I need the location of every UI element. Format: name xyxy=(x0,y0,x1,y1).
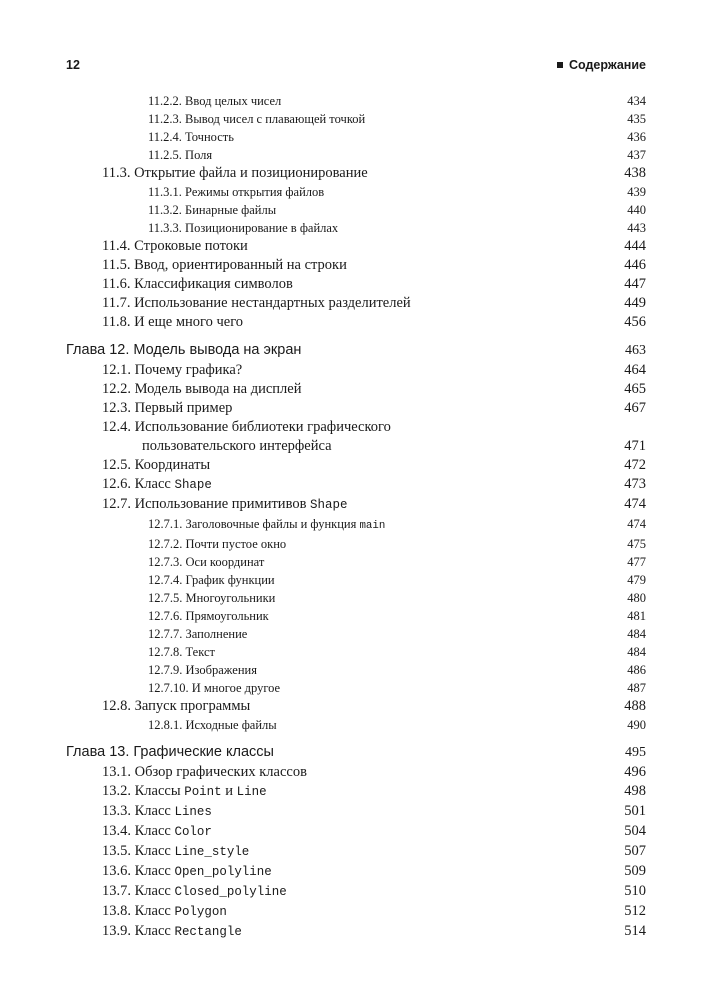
toc-entry[interactable] xyxy=(66,128,646,146)
toc-entry[interactable] xyxy=(66,515,646,535)
title-text: 11.3.1. Режимы открытия файлов xyxy=(148,185,325,199)
title-text: 12.7.3. Оси координат xyxy=(148,555,265,569)
toc-entry-title xyxy=(148,589,275,607)
toc-entry[interactable] xyxy=(66,437,646,456)
toc-page-number: 472 xyxy=(624,457,646,473)
code-term: Color xyxy=(174,825,212,839)
code-term: Polygon xyxy=(174,905,227,919)
page-number: 12 xyxy=(66,58,80,72)
title-text: 11.2.3. Вывод чисел с плавающей точкой xyxy=(148,112,366,126)
toc-page-number: 481 xyxy=(627,609,646,623)
toc-entry-title xyxy=(102,763,307,782)
toc-page-number: 484 xyxy=(627,645,646,659)
toc-entry-title xyxy=(148,571,275,589)
toc-entry[interactable] xyxy=(66,237,646,256)
toc-entry-title xyxy=(102,294,411,313)
toc-entry-title xyxy=(102,380,301,399)
toc-entry[interactable] xyxy=(66,661,646,679)
toc-entry-title xyxy=(148,201,276,219)
toc-entry-title xyxy=(102,842,249,862)
page-header xyxy=(66,58,646,78)
title-text: 12.5. Координаты xyxy=(102,457,211,473)
code-term: Line_style xyxy=(174,845,250,859)
toc-entry[interactable] xyxy=(66,380,646,399)
toc-entry-title xyxy=(148,553,264,571)
toc-entry-title xyxy=(148,183,324,201)
toc-page-number: 437 xyxy=(627,148,646,162)
title-text: 11.5. Ввод, ориентированный на строки xyxy=(102,257,347,273)
title-text: 13.5. Класс xyxy=(102,843,175,859)
toc-entry[interactable] xyxy=(66,110,646,128)
toc-page-number: 444 xyxy=(624,238,646,254)
toc-entry-title xyxy=(148,146,212,164)
toc-entry-title xyxy=(142,437,332,456)
toc-page-number: 474 xyxy=(624,496,646,512)
toc-entry-title xyxy=(148,607,269,625)
title-text: Глава 12. Модель вывода на экран xyxy=(66,342,302,358)
title-text: 12.2. Модель вывода на дисплей xyxy=(102,381,302,397)
section-gap xyxy=(66,332,646,340)
title-text: и xyxy=(221,783,237,799)
toc-entry-title xyxy=(102,697,250,716)
toc-entry-title xyxy=(102,475,212,495)
toc-page-number: 439 xyxy=(627,185,646,199)
toc-entry-title xyxy=(102,862,272,882)
toc-page-number: 487 xyxy=(627,681,646,695)
toc-page-number: 465 xyxy=(624,381,646,397)
toc-chapter-entry[interactable] xyxy=(66,340,646,361)
toc-page-number: 449 xyxy=(624,295,646,311)
toc-entry[interactable] xyxy=(66,882,646,902)
title-text: 12.7.7. Заполнение xyxy=(148,627,248,641)
toc-entry[interactable] xyxy=(66,456,646,475)
toc-page-number: 498 xyxy=(624,783,646,799)
code-term: main xyxy=(359,520,386,532)
title-text: 13.8. Класс xyxy=(102,903,175,919)
title-text: 12.4. Использование библиотеки графического xyxy=(102,419,391,435)
toc-entry[interactable] xyxy=(66,571,646,589)
title-text: 11.3.2. Бинарные файлы xyxy=(148,203,277,217)
toc-entry-title xyxy=(102,399,232,418)
title-text: 13.7. Класс xyxy=(102,883,175,899)
title-text: 13.4. Класс xyxy=(102,823,175,839)
toc-entry[interactable] xyxy=(66,782,646,802)
toc-page-number: 443 xyxy=(627,221,646,235)
toc-entry[interactable] xyxy=(66,802,646,822)
table-of-contents xyxy=(66,92,646,942)
toc-page-number: 456 xyxy=(624,314,646,330)
toc-entry-title xyxy=(148,515,385,535)
title-text: 12.7. Использование примитивов xyxy=(102,496,311,512)
toc-page-number: 467 xyxy=(624,400,646,416)
toc-entry-title xyxy=(102,782,267,802)
toc-entry-title xyxy=(102,456,210,475)
toc-entry[interactable] xyxy=(66,842,646,862)
toc-page-number: 512 xyxy=(624,903,646,919)
toc-entry-title xyxy=(148,219,338,237)
toc-entry-title xyxy=(148,535,286,553)
toc-entry-title xyxy=(102,495,347,515)
toc-page-number: 496 xyxy=(624,764,646,780)
title-text: 12.7.9. Изображения xyxy=(148,663,257,677)
toc-entry[interactable] xyxy=(66,553,646,571)
title-text: 12.7.5. Многоугольники xyxy=(148,591,276,605)
toc-page-number: 471 xyxy=(624,438,646,454)
toc-entry[interactable] xyxy=(66,475,646,495)
toc-entry[interactable] xyxy=(66,183,646,201)
title-text: 11.7. Использование нестандартных разделителей xyxy=(102,295,411,311)
toc-page-number: 446 xyxy=(624,257,646,273)
title-text: 11.6. Классификация символов xyxy=(102,276,293,292)
title-text: 12.7.1. Заголовочные файлы и функция xyxy=(148,517,360,531)
toc-entry[interactable] xyxy=(66,146,646,164)
title-text: 11.8. И еще много чего xyxy=(102,314,244,330)
toc-page-number: 436 xyxy=(627,130,646,144)
toc-entry[interactable] xyxy=(66,589,646,607)
toc-page-number: 480 xyxy=(627,591,646,605)
toc-entry-title xyxy=(66,742,274,763)
toc-entry-title xyxy=(102,902,227,922)
toc-entry[interactable] xyxy=(66,361,646,380)
code-term: Shape xyxy=(174,478,212,492)
toc-page-number: 504 xyxy=(624,823,646,839)
running-title-text: Содержание xyxy=(568,58,646,72)
toc-entry[interactable] xyxy=(66,535,646,553)
title-text: 12.8.1. Исходные файлы xyxy=(148,718,277,732)
toc-entry[interactable] xyxy=(66,256,646,275)
toc-entry-title xyxy=(66,340,301,361)
toc-entry[interactable] xyxy=(66,625,646,643)
toc-page-number: 463 xyxy=(625,343,646,358)
toc-page-number: 501 xyxy=(624,803,646,819)
toc-entry-title xyxy=(148,661,257,679)
toc-page-number: 440 xyxy=(627,203,646,217)
toc-entry[interactable] xyxy=(66,92,646,110)
toc-entry-title xyxy=(102,822,212,842)
title-text: пользовательского интерфейса xyxy=(142,438,332,454)
toc-page-number: 435 xyxy=(627,112,646,126)
title-text: 12.7.4. График функции xyxy=(148,573,275,587)
toc-entry[interactable] xyxy=(66,418,646,437)
toc-entry-title xyxy=(148,625,247,643)
toc-entry[interactable] xyxy=(66,822,646,842)
toc-page-number: 447 xyxy=(624,276,646,292)
toc-page-number: 514 xyxy=(624,923,646,939)
title-text: 11.4. Строковые потоки xyxy=(102,238,248,254)
title-text: 13.9. Класс xyxy=(102,923,175,939)
toc-entry[interactable] xyxy=(66,862,646,882)
toc-entry-title xyxy=(148,110,365,128)
code-term: Point xyxy=(184,785,222,799)
toc-entry[interactable] xyxy=(66,763,646,782)
code-term: Lines xyxy=(174,805,212,819)
toc-entry[interactable] xyxy=(66,201,646,219)
toc-entry-title xyxy=(102,882,287,902)
toc-page-number: 438 xyxy=(624,165,646,181)
title-text: 12.1. Почему графика? xyxy=(102,362,243,378)
toc-entry[interactable] xyxy=(66,275,646,294)
toc-entry-title xyxy=(148,716,277,734)
title-text: 11.3. Открытие файла и позиционирование xyxy=(102,165,368,181)
title-text: 12.7.8. Текст xyxy=(148,645,215,659)
title-text: 11.3.3. Позиционирование в файлах xyxy=(148,221,339,235)
title-text: 11.2.5. Поля xyxy=(148,148,213,162)
running-title xyxy=(557,58,646,72)
title-text: 12.8. Запуск программы xyxy=(102,698,251,714)
toc-page-number: 477 xyxy=(627,555,646,569)
code-term: Open_polyline xyxy=(174,865,272,879)
toc-page-number: 509 xyxy=(624,863,646,879)
toc-entry-title xyxy=(148,679,280,697)
toc-entry[interactable] xyxy=(66,902,646,922)
toc-entry-title xyxy=(102,313,243,332)
code-term: Line xyxy=(236,785,267,799)
title-text: 13.6. Класс xyxy=(102,863,175,879)
toc-entry[interactable] xyxy=(66,922,646,942)
toc-entry-title xyxy=(148,643,215,661)
title-text: 11.2.2. Ввод целых чисел xyxy=(148,94,282,108)
toc-page-number: 507 xyxy=(624,843,646,859)
toc-entry-title xyxy=(102,361,242,380)
toc-entry-title xyxy=(102,237,248,256)
toc-entry-title xyxy=(102,275,293,294)
toc-entry[interactable] xyxy=(66,219,646,237)
toc-page-number: 484 xyxy=(627,627,646,641)
toc-entry-title xyxy=(102,256,347,275)
toc-page-number: 510 xyxy=(624,883,646,899)
toc-page-number: 488 xyxy=(624,698,646,714)
toc-entry-title xyxy=(148,128,234,146)
title-text: 13.1. Обзор графических классов xyxy=(102,764,307,780)
title-text: 12.7.10. И многое другое xyxy=(148,681,281,695)
toc-chapter-entry[interactable] xyxy=(66,742,646,763)
toc-entry-title xyxy=(148,92,281,110)
code-term: Rectangle xyxy=(174,925,242,939)
toc-entry[interactable] xyxy=(66,643,646,661)
title-text: 12.6. Класс xyxy=(102,476,175,492)
toc-entry-title xyxy=(102,922,242,942)
toc-entry[interactable] xyxy=(66,495,646,515)
code-term: Closed_polyline xyxy=(174,885,287,899)
toc-entry[interactable] xyxy=(66,679,646,697)
square-bullet-icon xyxy=(557,62,563,68)
toc-entry-title xyxy=(102,802,212,822)
title-text: 13.3. Класс xyxy=(102,803,175,819)
toc-page-number: 486 xyxy=(627,663,646,677)
toc-entry-title xyxy=(102,164,368,183)
toc-page-number: 434 xyxy=(627,94,646,108)
code-term: Shape xyxy=(310,498,348,512)
toc-page-number: 490 xyxy=(627,718,646,732)
toc-entry[interactable] xyxy=(66,294,646,313)
title-text: 12.3. Первый пример xyxy=(102,400,233,416)
title-text: 12.7.6. Прямоугольник xyxy=(148,609,269,623)
title-text: 12.7.2. Почти пустое окно xyxy=(148,537,287,551)
toc-entry[interactable] xyxy=(66,607,646,625)
toc-entry-title xyxy=(102,418,391,437)
toc-entry[interactable] xyxy=(66,313,646,332)
toc-entry[interactable] xyxy=(66,164,646,183)
toc-page-number: 474 xyxy=(627,517,646,531)
title-text: Глава 13. Графические классы xyxy=(66,744,274,760)
toc-page-number: 473 xyxy=(624,476,646,492)
toc-entry[interactable] xyxy=(66,697,646,716)
toc-entry[interactable] xyxy=(66,399,646,418)
toc-page-number: 464 xyxy=(624,362,646,378)
toc-entry[interactable] xyxy=(66,716,646,734)
toc-page-number: 495 xyxy=(625,745,646,760)
section-gap xyxy=(66,734,646,742)
title-text: 11.2.4. Точность xyxy=(148,130,234,144)
toc-page-number: 479 xyxy=(627,573,646,587)
title-text: 13.2. Классы xyxy=(102,783,185,799)
toc-page-number: 475 xyxy=(627,537,646,551)
